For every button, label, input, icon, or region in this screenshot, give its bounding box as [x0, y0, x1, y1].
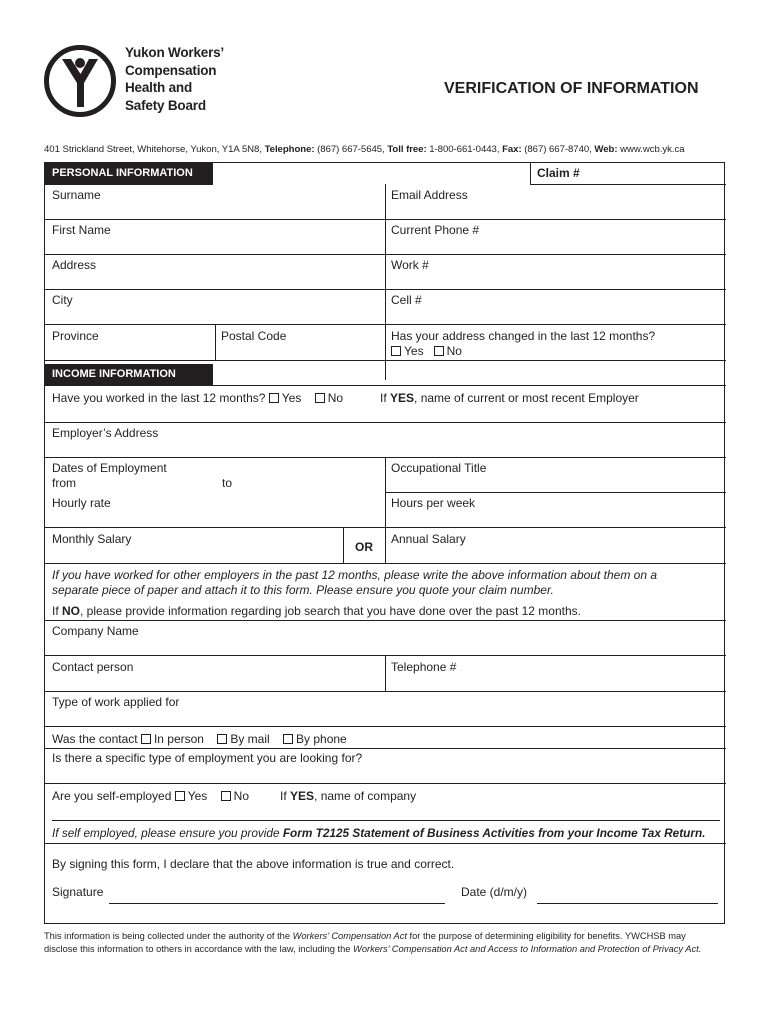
type-of-work-field[interactable]: Type of work applied for: [52, 695, 180, 709]
job-search-note: If NO, please provide information regarding job search that you have done over the past 12 months.: [52, 604, 581, 618]
other-employers-note-line-2: separate piece of paper and attach it to this form. Please ensure you quote your claim number.: [52, 583, 554, 597]
self-employed-no-checkbox[interactable]: [221, 791, 231, 801]
worked-yes-checkbox[interactable]: [269, 393, 279, 403]
telephone-field[interactable]: Telephone #: [391, 660, 457, 674]
first-name-field[interactable]: First Name: [52, 223, 111, 237]
address-changed-no-checkbox[interactable]: [434, 346, 444, 356]
in-person-checkbox[interactable]: [141, 734, 151, 744]
self-employed-note: If self employed, please ensure you provide Form T2125 Statement of Business Activities from your Income Tax Return.: [52, 826, 706, 840]
signature-label: Signature: [52, 885, 104, 899]
cell-phone-field[interactable]: Cell #: [391, 293, 422, 307]
contact-method-question: Was the contact In person By mail By phone: [52, 732, 347, 746]
ywchsb-logo-icon: [44, 45, 116, 117]
dates-of-employment-label: Dates of Employment: [52, 461, 167, 475]
company-name-self-employed-field[interactable]: If YES, name of company: [280, 789, 417, 803]
contact-person-field[interactable]: Contact person: [52, 660, 134, 674]
hours-per-week-field[interactable]: Hours per week: [391, 496, 476, 510]
hourly-rate-field[interactable]: Hourly rate: [52, 496, 111, 510]
self-employed-question: Are you self-employed Yes No: [52, 789, 249, 803]
signature-line[interactable]: [109, 903, 445, 904]
self-employed-yes-checkbox[interactable]: [175, 791, 185, 801]
date-line[interactable]: [537, 903, 718, 904]
city-field[interactable]: City: [52, 293, 73, 307]
address-changed-question: Has your address changed in the last 12 months?: [391, 329, 656, 343]
privacy-footer: This information is being collected under the authority of the Workers’ Compensation Act for the purpose of determining eligibility for benefits. YWCHSB may disclose this information to others in accordance with the law, including the Workers’ Compensation Act and Access to Information and Protection of Privacy Act.: [44, 931, 702, 954]
occupational-title-field[interactable]: Occupational Title: [391, 461, 487, 475]
email-field[interactable]: Email Address: [391, 188, 468, 202]
organization-name: Yukon Workers’ Compensation Health and Safety Board: [125, 45, 224, 113]
address-changed-yes-checkbox[interactable]: [391, 346, 401, 356]
work-phone-field[interactable]: Work #: [391, 258, 429, 272]
date-label: Date (d/m/y): [461, 885, 528, 899]
by-phone-checkbox[interactable]: [283, 734, 293, 744]
employment-to-field[interactable]: to: [222, 476, 233, 490]
province-field[interactable]: Province: [52, 329, 99, 343]
personal-info-header: PERSONAL INFORMATION: [45, 163, 213, 184]
surname-field[interactable]: Surname: [52, 188, 101, 202]
company-name-field[interactable]: Company Name: [52, 624, 139, 638]
monthly-salary-field[interactable]: Monthly Salary: [52, 532, 132, 546]
employment-from-field[interactable]: from: [52, 476, 76, 490]
current-employer-field[interactable]: If YES, name of current or most recent Employer: [380, 391, 639, 405]
form-frame: [44, 162, 725, 924]
by-mail-checkbox[interactable]: [217, 734, 227, 744]
worked-last-12-months-question: Have you worked in the last 12 months? Yes No: [52, 391, 344, 405]
income-info-header: INCOME INFORMATION: [45, 364, 213, 385]
other-employers-note-line-1: If you have worked for other employers in the past 12 months, please write the above information about them on a: [52, 568, 658, 582]
or-label: OR: [355, 540, 373, 554]
contact-address-line: 401 Strickland Street, Whitehorse, Yukon, Y1A 5N8, Telephone: (867) 667-5645, Toll free: 1-800-661-0443, Fax: (867) 667-8740, Web: www.wcb.yk.ca: [44, 144, 685, 155]
address-field[interactable]: Address: [52, 258, 97, 272]
postal-code-field[interactable]: Postal Code: [221, 329, 287, 343]
declaration-text: By signing this form, I declare that the above information is true and correct.: [52, 857, 455, 871]
specific-employment-field[interactable]: Is there a specific type of employment you are looking for?: [52, 751, 363, 765]
employer-address-field[interactable]: Employer’s Address: [52, 426, 159, 440]
current-phone-field[interactable]: Current Phone #: [391, 223, 480, 237]
annual-salary-field[interactable]: Annual Salary: [391, 532, 466, 546]
worked-no-checkbox[interactable]: [315, 393, 325, 403]
address-changed-options: Yes No: [391, 344, 462, 358]
claim-number-field[interactable]: Claim #: [537, 166, 580, 180]
form-title: VERIFICATION OF INFORMATION: [444, 80, 699, 97]
